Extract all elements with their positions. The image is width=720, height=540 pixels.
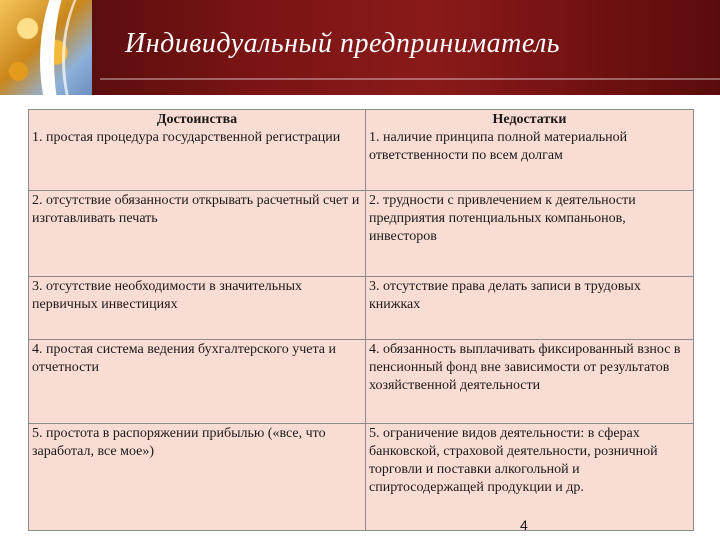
advantage-cell [29, 191, 366, 277]
disadvantage-text: 5. ограничение видов деятельности: в сферах банковской, страховой деятельности, розничной торговли и поставки алкогольной и спиртосодержащей продукции и др. [369, 426, 658, 495]
title-banner [0, 0, 720, 95]
comparison-table [28, 109, 694, 531]
table-row [29, 110, 694, 191]
advantage-text: 1. простая процедура государственной регистрации [32, 130, 341, 145]
advantage-cell [29, 340, 366, 424]
advantage-text: 3. отсутствие необходимости в значительных первичных инвестициях [32, 279, 302, 312]
advantage-text: 4. простая система ведения бухгалтерского учета и отчетности [32, 342, 336, 375]
disadvantage-cell [366, 424, 694, 531]
disadvantage-cell [366, 191, 694, 277]
table-row [29, 340, 694, 424]
advantage-cell [29, 424, 366, 531]
banner-divider [100, 78, 720, 80]
advantage-cell [29, 110, 366, 191]
page-number: 4 [520, 517, 528, 533]
slide-title: Индивидуальный предприниматель [125, 28, 561, 59]
disadvantage-cell [366, 340, 694, 424]
advantage-text: 2. отсутствие обязанности открывать расчетный счет и изготавливать печать [32, 193, 360, 226]
disadvantage-cell [366, 277, 694, 340]
comparison-table-container [28, 109, 694, 531]
disadvantage-text: 2. трудности с привлечением к деятельности предприятия потенциальных компаньонов, инвесторов [369, 193, 636, 244]
disadvantage-cell [366, 110, 694, 191]
table-row [29, 191, 694, 277]
advantage-cell [29, 277, 366, 340]
disadvantage-text: 3. отсутствие права делать записи в трудовых книжках [369, 279, 641, 312]
disadvantages-header: Недостатки [492, 112, 567, 127]
advantages-header: Достоинства [156, 112, 238, 127]
table-row [29, 424, 694, 531]
advantage-text: 5. простота в распоряжении прибылью («все, что заработал, все мое») [32, 426, 326, 459]
disadvantage-text: 4. обязанность выплачивать фиксированный взнос в пенсионный фонд вне зависимости от результатов хозяйственной деятельности [369, 342, 681, 393]
disadvantage-text: 1. наличие принципа полной материальной ответственности по всем долгам [369, 130, 628, 163]
table-row [29, 277, 694, 340]
